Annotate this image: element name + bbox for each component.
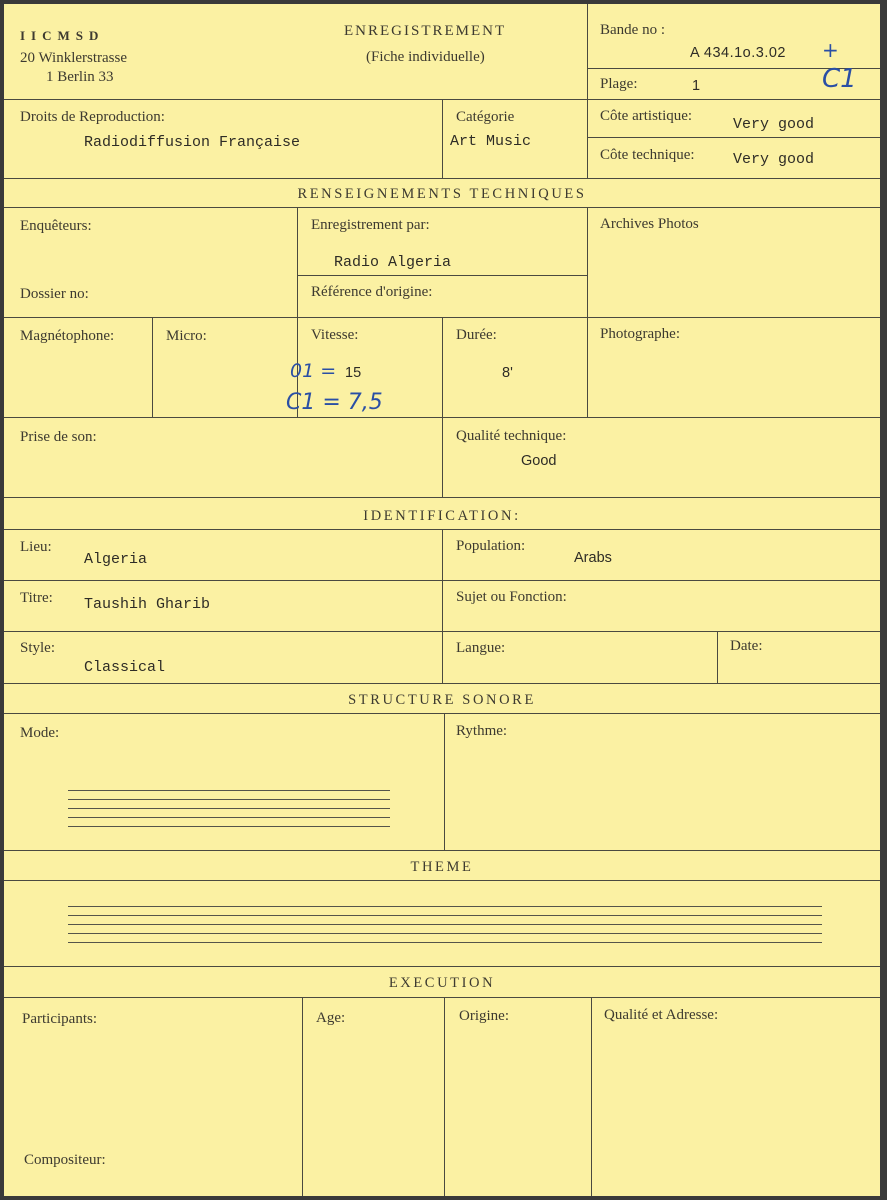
institute-logo: IICMSD	[20, 28, 105, 43]
rule-categorie-left	[442, 99, 443, 178]
rule-date-left	[717, 631, 718, 683]
droits-value: Radiodiffusion Française	[84, 134, 301, 151]
droits-label: Droits de Reproduction:	[20, 109, 165, 125]
mode-staff-line	[68, 790, 390, 791]
form-title: ENREGISTREMENT	[344, 23, 507, 39]
rule-ident-mid	[442, 529, 443, 683]
cote-technique-value: Very good	[733, 151, 815, 168]
rule-enreg-left	[297, 207, 298, 317]
qualite-technique-label: Qualité technique:	[456, 428, 567, 444]
bande-hand-mark: +	[822, 38, 839, 62]
population-label: Population:	[456, 538, 526, 554]
vitesse-value: 15	[345, 365, 362, 381]
mode-staff-line	[68, 826, 390, 827]
photographe-label: Photographe:	[600, 326, 680, 342]
rule-rights-bottom	[4, 178, 880, 179]
section-title-identification: IDENTIFICATION:	[363, 508, 521, 524]
compositeur-label: Compositeur:	[24, 1152, 106, 1168]
age-label: Age:	[316, 1010, 346, 1026]
theme-staff-line	[68, 924, 822, 925]
rule-origine-left	[444, 997, 445, 1196]
rule-theme-bottom	[4, 966, 880, 967]
style-label: Style:	[20, 640, 56, 656]
micro-label: Micro:	[166, 328, 207, 344]
lieu-value: Algeria	[84, 551, 148, 568]
enregistrement-par-label: Enregistrement par:	[311, 217, 430, 233]
categorie-label: Catégorie	[456, 109, 515, 125]
mode-staff-line	[68, 808, 390, 809]
rule-struct-title-bottom	[4, 713, 880, 714]
section-title-structure: STRUCTURE SONORE	[348, 692, 536, 708]
duree-label: Durée:	[456, 327, 497, 343]
rule-qualite-left	[591, 997, 592, 1196]
bande-value: A 434.1o.3.02	[690, 45, 786, 61]
rule-archives-left	[587, 207, 588, 417]
qualite-adresse-label: Qualité et Adresse:	[604, 1007, 719, 1023]
vitesse-label: Vitesse:	[311, 327, 359, 343]
categorie-value: Art Music	[450, 133, 532, 150]
theme-staff-line	[68, 942, 822, 943]
rule-prise-bottom	[4, 497, 880, 498]
rythme-label: Rythme:	[456, 723, 508, 739]
rule-age-left	[302, 997, 303, 1196]
style-value: Classical	[84, 659, 166, 676]
rule-cote-split	[587, 137, 880, 138]
plage-hand-mark: C1	[822, 64, 857, 94]
titre-label: Titre:	[20, 590, 53, 606]
dossier-label: Dossier no:	[20, 286, 89, 302]
plage-value: 1	[692, 78, 701, 94]
qualite-technique-value: Good	[521, 453, 557, 469]
enregistrement-par-value: Radio Algeria	[334, 254, 452, 271]
mode-label: Mode:	[20, 725, 60, 741]
bande-label: Bande no :	[600, 22, 665, 38]
address-line1: 20 Winklerstrasse	[20, 50, 128, 66]
rule-tech-title-bottom	[4, 207, 880, 208]
magnetophone-label: Magnétophone:	[20, 328, 115, 344]
rule-exec-title-bottom	[4, 997, 880, 998]
population-value: Arabs	[574, 550, 612, 566]
mode-staff-line	[68, 799, 390, 800]
origine-label: Origine:	[459, 1008, 509, 1024]
rule-theme-title-bottom	[4, 880, 880, 881]
section-title-theme: THEME	[410, 859, 474, 875]
duree-value: 8'	[502, 365, 513, 381]
archives-photos-label: Archives Photos	[600, 216, 699, 232]
theme-staff-line	[68, 915, 822, 916]
cote-artistique-value: Very good	[733, 116, 815, 133]
plage-label: Plage:	[600, 76, 638, 92]
rule-header-right	[587, 4, 588, 178]
theme-staff-line	[68, 906, 822, 907]
sujet-label: Sujet ou Fonction:	[456, 589, 567, 605]
titre-value: Taushih Gharib	[84, 596, 211, 613]
vitesse-hand-c1: C1 = 7,5	[286, 390, 383, 415]
prise-label: Prise de son:	[20, 429, 97, 445]
vitesse-hand-01: 01 =	[290, 360, 337, 382]
theme-staff-line	[68, 933, 822, 934]
rule-style-bottom	[4, 683, 880, 684]
enqueteurs-label: Enquêteurs:	[20, 218, 92, 234]
cote-technique-label: Côte technique:	[600, 147, 695, 163]
reference-label: Référence d'origine:	[311, 284, 433, 300]
section-title-technical: RENSEIGNEMENTS TECHNIQUES	[297, 186, 587, 202]
record-card	[4, 4, 880, 1196]
rule-rythme-left	[444, 713, 445, 850]
mode-staff-line	[68, 817, 390, 818]
form-subtitle: (Fiche individuelle)	[366, 49, 485, 65]
cote-artistique-label: Côte artistique:	[600, 108, 693, 124]
lieu-label: Lieu:	[20, 539, 52, 555]
rule-micro-left	[152, 317, 153, 417]
rule-enreg-split	[297, 275, 587, 276]
section-title-execution: EXECUTION	[388, 975, 496, 991]
langue-label: Langue:	[456, 640, 506, 656]
participants-label: Participants:	[22, 1011, 97, 1027]
date-label: Date:	[730, 638, 763, 654]
rule-duree-left	[442, 317, 443, 497]
rule-mode-bottom	[4, 850, 880, 851]
address-line2: 1 Berlin 33	[46, 69, 114, 85]
